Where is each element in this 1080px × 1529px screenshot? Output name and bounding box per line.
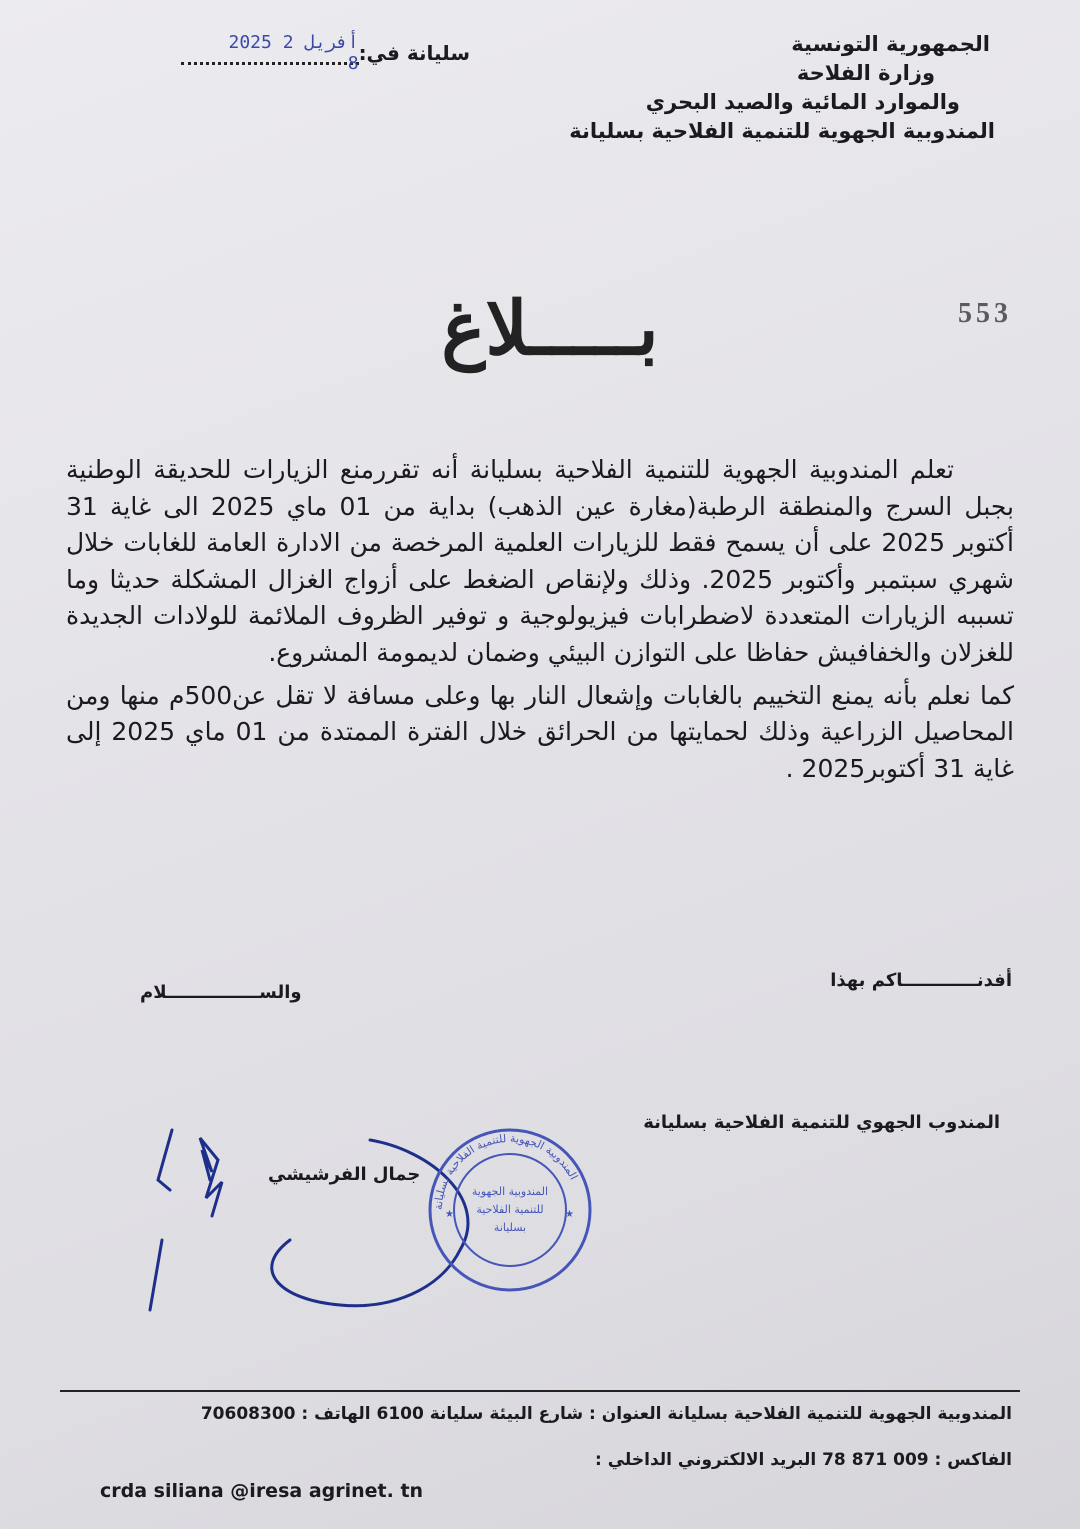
stamp-star-left: ★ bbox=[445, 1209, 454, 1220]
stamp-inner-line-3: بسليانة bbox=[493, 1221, 527, 1234]
stamp-star-right: ★ bbox=[565, 1209, 574, 1220]
official-stamp bbox=[425, 1125, 595, 1295]
ministry-header bbox=[520, 30, 995, 146]
stamp-inner-line-2: للتنمية الفلاحية bbox=[476, 1203, 544, 1216]
reference-number: 553 bbox=[958, 298, 1012, 329]
date-line bbox=[170, 32, 470, 74]
document-title: بـــــلاغ bbox=[441, 286, 659, 372]
footer-address: المندوبية الجهوية للتنمية الفلاحية بسليانة العنوان : شارع البيئة سليانة 6100 الهاتف : 70608300 bbox=[200, 1404, 1012, 1424]
signatory-name: جمال الفرشيشي bbox=[268, 1164, 421, 1185]
header-line-commissariat: المندوبية الجهوية للتنمية الفلاحية بسليانة bbox=[569, 119, 995, 143]
date-dotted-field bbox=[181, 32, 359, 74]
signatory-title: المندوب الجهوي للتنمية الفلاحية بسليانة bbox=[643, 1112, 1000, 1133]
date-label: سليانة في: bbox=[358, 41, 470, 65]
paragraph-2: كما نعلم بأنه يمنع التخييم بالغابات وإشعال النار بها وعلى مسافة لا تقل عن500م منها ومن المحاصيل الزراعية وذلك لحمايتها من الحرائق خلال الفترة الممتدة من 01 ماي 2025 إلى غاية 31 أكتوبر2025 . bbox=[66, 680, 1014, 783]
footer-divider bbox=[60, 1390, 1020, 1392]
header-line-resources: والموارد المائية والصيد البحري bbox=[645, 90, 960, 114]
footer-contact: الفاكس : 009 871 78 البريد الالكتروني الداخلي : bbox=[595, 1450, 1012, 1470]
closing-inform: أفدنــــــــــــاكم بهذا bbox=[830, 970, 1012, 991]
footer-email: crda siliana @iresa agrinet. tn bbox=[100, 1480, 424, 1502]
announcement-body bbox=[66, 452, 1014, 787]
closing-salutation: والســـــــــــــــلام bbox=[140, 982, 302, 1003]
paragraph-1: تعلم المندوبية الجهوية للتنمية الفلاحية بسليانة أنه تقررمنع الزيارات للحديقة الوطنية بجبل السرج والمنطقة الرطبة(مغارة عين الذهب) بداية من 01 ماي 2025 الى غاية 31 أكتوبر 2025 على أن يسمح فقط للزيارات العلمية المرخصة من الادارة العامة للغابات خلال شهري سبتمبر وأكتوبر 2025. وذلك ولإنقاص الضغط على أزواج الغزال المشكلة حديثا وما تسببه الزيارات المتعددة لاضطرابات فيزيولوجية و توفير الظروف الملائمة للولادات الجديدة للغزلان والخفافيش حفاظا على التوازن البيئي وضمان لديمومة المشروع. bbox=[66, 455, 1014, 667]
header-line-republic: الجمهورية التونسية bbox=[791, 32, 990, 56]
stamp-inner-line-1: المندوبية الجهوية bbox=[471, 1185, 549, 1198]
stamp-outer-text: المندوبية الجهوية للتنمية الفلاحية بسليانة bbox=[431, 1131, 581, 1211]
header-line-ministry: وزارة الفلاحة bbox=[796, 61, 935, 85]
date-handwritten: 2025 أفريل 2 8 bbox=[228, 32, 359, 74]
